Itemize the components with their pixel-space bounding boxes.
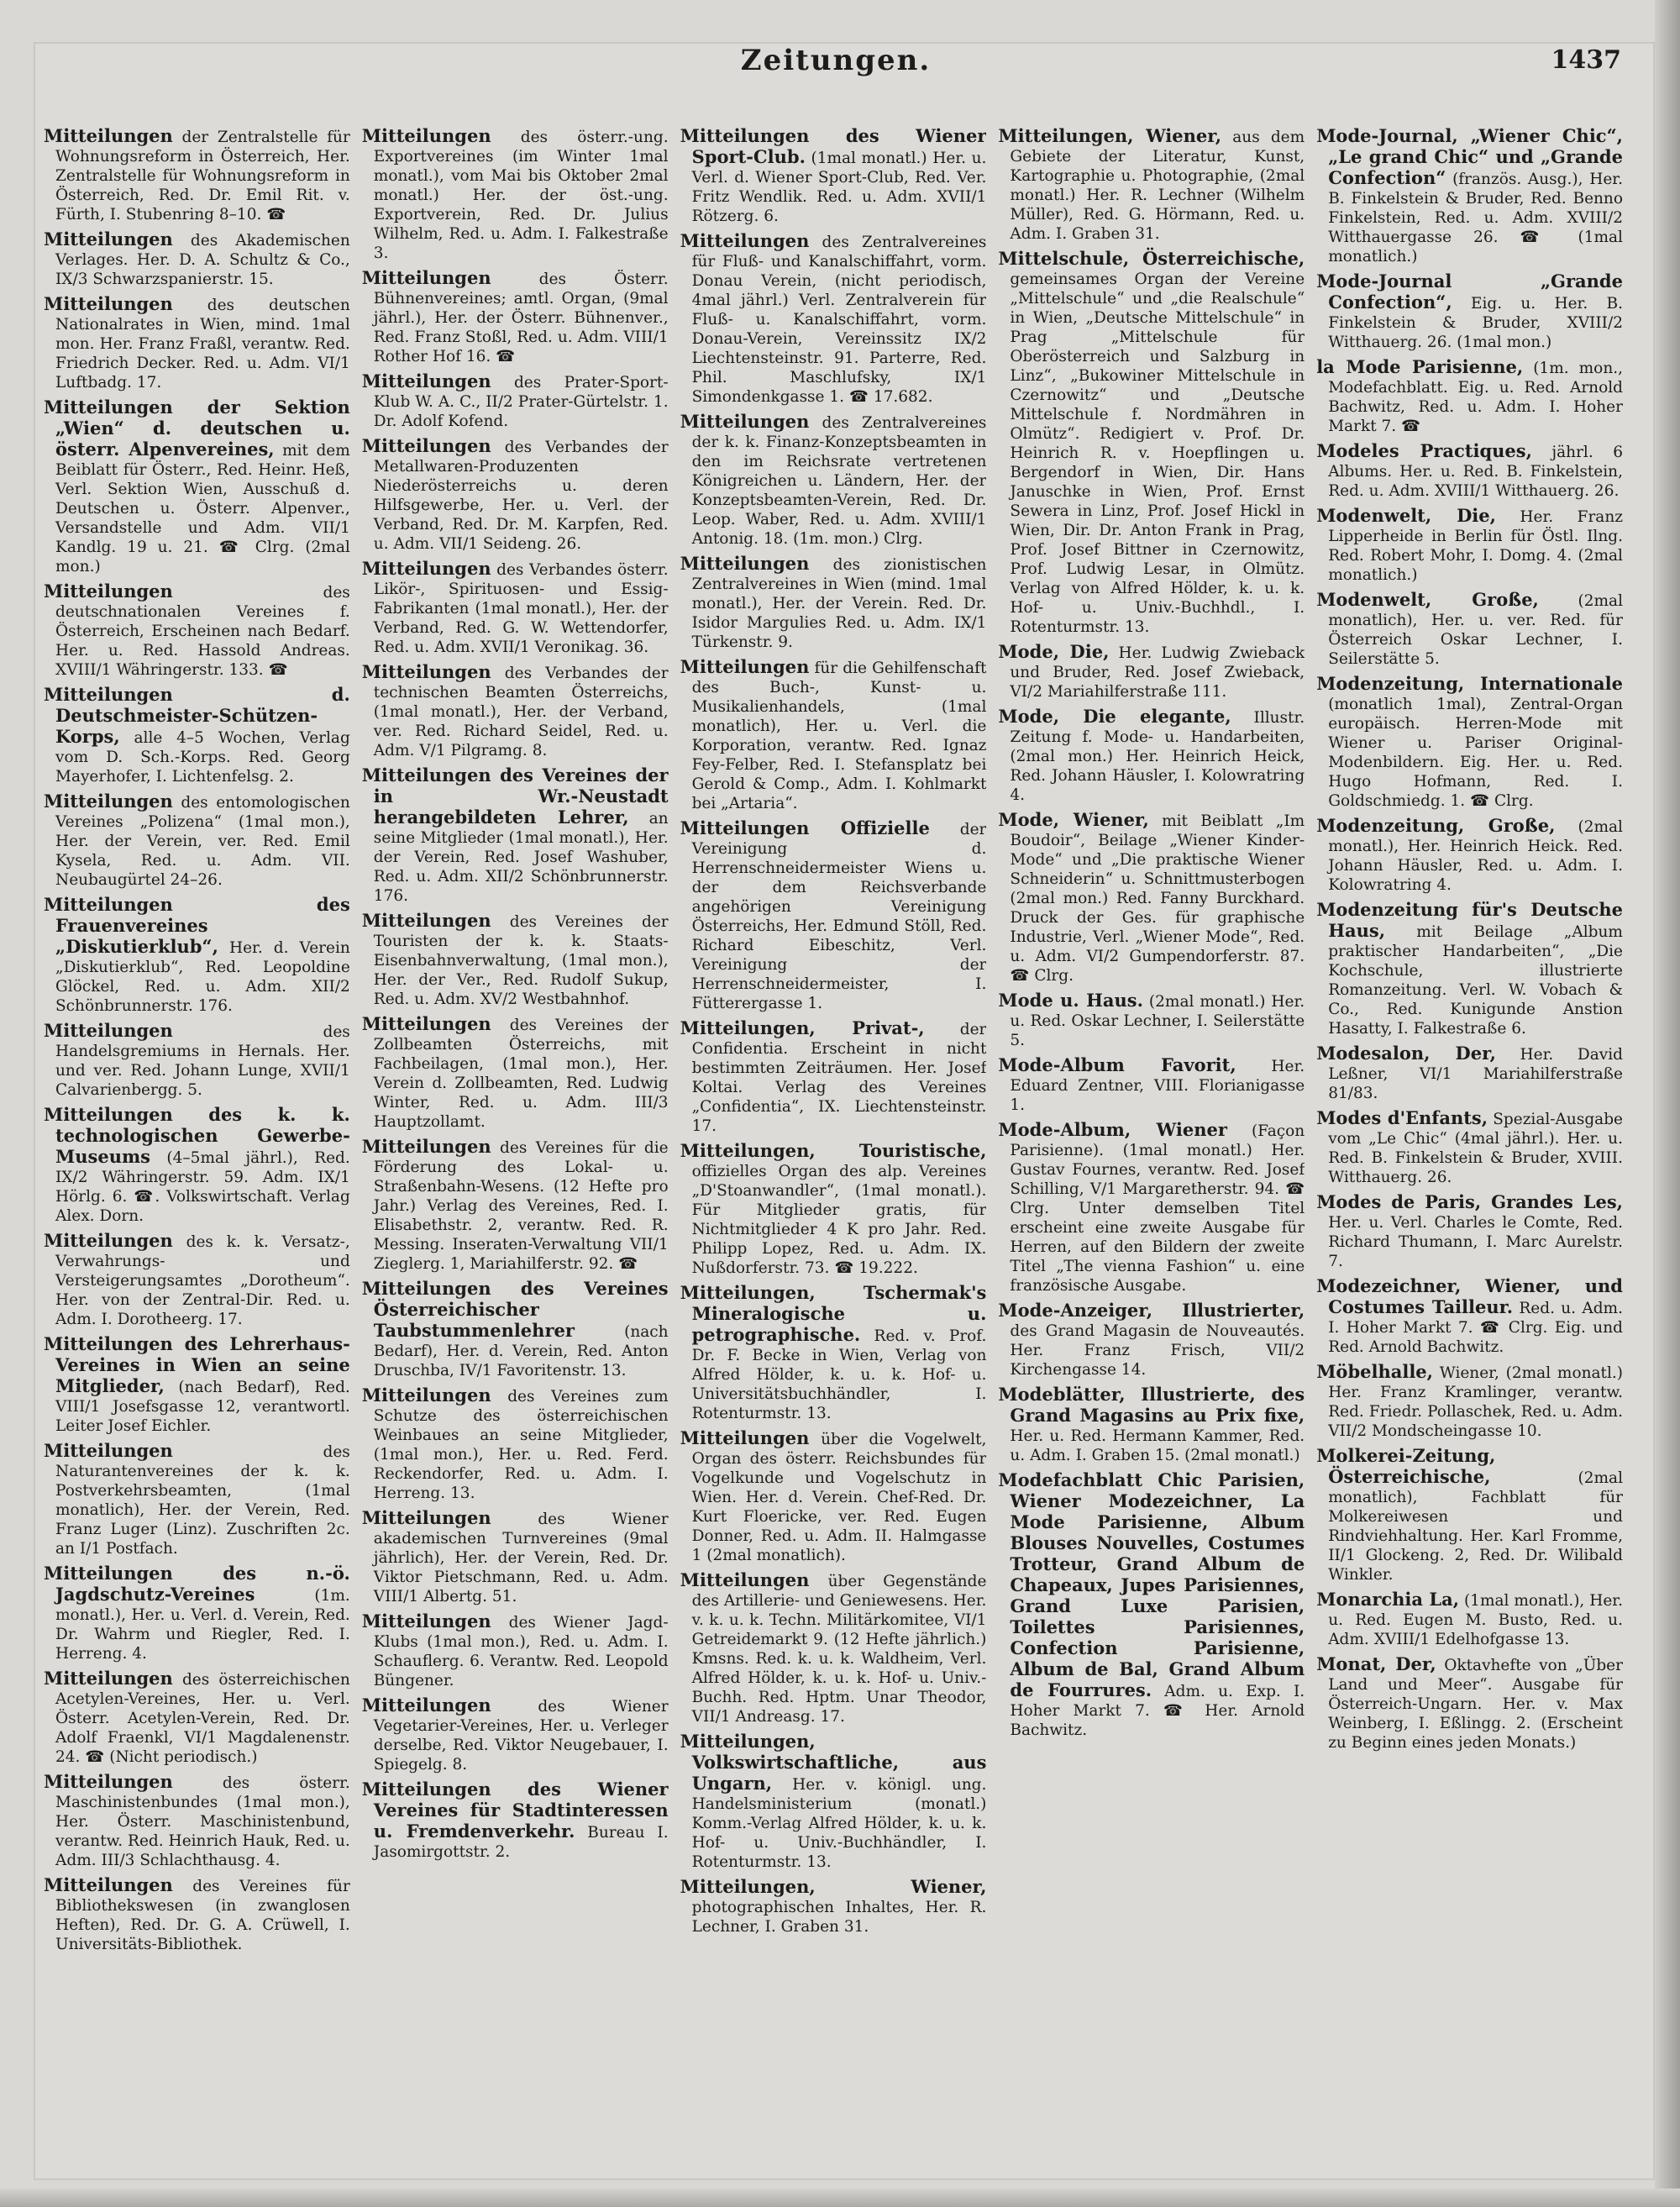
entry-text: Red. v. Prof. Dr. F. Becke in Wien, Verlag von Alfred Hölder, k. u. k. Hof- u. Universitätsbuchhändler, I. Rotenturmstr. 13. bbox=[691, 1327, 987, 1422]
entry-headword: Mitteilungen bbox=[361, 370, 491, 391]
entry-headword: Mode-Journal, „Wiener Chic“, „Le grand Chic“ und „Grande Confection“ bbox=[1316, 126, 1623, 188]
directory-entry bbox=[1316, 1654, 1623, 1752]
entry-headword: Mitteilungen, Volkswirtschaftliche, aus Ungarn, bbox=[680, 1731, 987, 1794]
directory-entry bbox=[362, 371, 669, 431]
directory-column bbox=[680, 126, 987, 2159]
directory-entry bbox=[362, 1279, 669, 1380]
entry-headword: Modesalon, Der, bbox=[1316, 1043, 1496, 1064]
page-header bbox=[50, 44, 1621, 94]
entry-headword: Modenzeitung, Große, bbox=[1316, 815, 1556, 836]
entry-headword: Mitteilungen bbox=[44, 791, 173, 812]
directory-entry bbox=[44, 1875, 350, 1954]
entry-headword: Mitteilungen bbox=[361, 1507, 491, 1528]
directory-entry bbox=[680, 818, 987, 1013]
entry-headword: Mitteilungen, Wiener, bbox=[680, 1876, 987, 1897]
entry-headword: Mode u. Haus. bbox=[998, 990, 1143, 1011]
entry-text: des Vereines für die Förderung des Lokal- u. Straßenbahn-Wesens. (12 Hefte pro Jahr.) Verlag des Vereines, Red. I. Elisabethstr. 2, verantw. Red. R. Messing. Inseraten-Verwaltung VII/1 Zieglerg. 1, Mariahilferstr. 92. ☎ bbox=[373, 1139, 669, 1273]
entry-text: (nach Bedarf), Her. d. Verein, Red. Anton Druschba, IV/1 Favoritenstr. 13. bbox=[373, 1323, 669, 1379]
page-bottom-shadow bbox=[0, 2189, 1680, 2207]
directory-entry bbox=[680, 1283, 987, 1423]
directory-entry bbox=[1316, 1276, 1623, 1357]
directory-entry bbox=[362, 1137, 669, 1274]
directory-entry bbox=[1316, 1590, 1623, 1649]
entry-headword: Mitteilungen bbox=[361, 1385, 491, 1406]
directory-entry bbox=[1316, 126, 1623, 266]
entry-text: (Façon Parisienne). (1mal monatl.) Her. Gustav Fournes, verantw. Red. Josef Schilling, V/1 Margaretherstr. 94. ☎ Clrg. Unter demselben Titel erscheint eine zweite Ausgabe für Herren, auf den Bildern der zweite Titel „The vienna Fashion“ u. eine französische Ausgabe. bbox=[1010, 1122, 1305, 1295]
entry-headword: Mitteilungen bbox=[44, 293, 173, 314]
page-number: 1437 bbox=[1551, 45, 1621, 75]
entry-text: (2mal monatlich), Fachblatt für Molkereiwesen und Rindviehhaltung. Her. Karl Fromme, II/1 Glockeng. 2, Red. Dr. Wilibald Winkler. bbox=[1328, 1469, 1623, 1584]
entry-text: des Vereines für Bibliothekswesen (in zwanglosen Heften), Red. Dr. G. A. Crüwell, I. Universitäts-Bibliothek. bbox=[55, 1878, 350, 1953]
directory-entry bbox=[362, 1014, 669, 1132]
entry-text: des deutschnationalen Vereines f. Österreich, Erscheinen nach Bedarf. Her. u. Red. Hassold Andreas. XVIII/1 Währingerstr. 133. ☎ bbox=[55, 584, 350, 679]
entry-headword: Mitteilungen bbox=[44, 1230, 173, 1251]
entry-text: Red. u. Adm. I. Hoher Markt 7. ☎ Clrg. Eig. und Red. Arnold Bachwitz. bbox=[1328, 1300, 1623, 1356]
directory-entry bbox=[998, 249, 1305, 637]
entry-text: Her. v. königl. ung. Handelsministerium (monatl.) Komm.-Verlag Alfred Hölder, k. u. k. Hof- u. Univ.-Buchhändler, I. Rotenturmstr. 13. bbox=[691, 1776, 987, 1871]
entry-headword: Modes d'Enfants, bbox=[1316, 1107, 1488, 1128]
directory-entry bbox=[1316, 1362, 1623, 1441]
entry-headword: Mitteilungen, Wiener, bbox=[998, 126, 1222, 146]
entry-text: des Verbandes österr. Likör-, Spirituosen- und Essig-Fabrikanten (1mal monatl.), Her. der Verband, Red. G. W. Wettendorfer, Red. u. Adm. XVII/1 Veronikag. 36. bbox=[373, 561, 669, 656]
page-title: Zeitungen. bbox=[740, 44, 932, 77]
entry-headword: Modenwelt, Große, bbox=[1316, 589, 1539, 610]
directory-entry bbox=[1316, 506, 1623, 585]
directory-entry bbox=[998, 1385, 1305, 1465]
entry-headword: Mitteilungen bbox=[361, 661, 491, 682]
entry-text: für die Gehilfenschaft des Buch-, Kunst- u. Musikalienhandels, (1mal monatlich), Her. u. Verl. die Korporation, verantw. Red. Ignaz Fey-Felber, Red. I. Stefansplatz bei Gerold & Comp., Adm. I. Kohlmarkt bei „Artaria“. bbox=[691, 659, 987, 812]
entry-headword: Mitteilungen bbox=[680, 553, 810, 574]
entry-text: Illustr. Zeitung f. Mode- u. Handarbeiten, (2mal mon.) Her. Heinrich Heick, Red. Johann Häusler, I. Kolowratring 4. bbox=[1010, 709, 1305, 804]
entry-headword: Mitteilungen des n.-ö. Jagdschutz-Vereines bbox=[44, 1563, 350, 1605]
entry-headword: Mitteilungen bbox=[361, 267, 491, 288]
directory-column bbox=[44, 126, 350, 2159]
entry-headword: Modefachblatt Chic Parisien, Wiener Modezeichner, La Mode Parisienne, Album Blouses Nouvelles, Costumes Trotteur, Grand Album de Chapeaux, Jupes Parisiennes, Grand Luxe Parisien, Toilettes Parisiennes, Confection Parisienne, Album de Bal, Grand Album de Fourrures. bbox=[998, 1469, 1305, 1700]
entry-headword: Mitteilungen des Lehrerhaus-Vereines in Wien an seine Mitglieder, bbox=[44, 1333, 350, 1396]
entry-text: aus dem Gebiete der Literatur, Kunst, Kartographie u. Photographie, (2mal monatl.) Her. R. Lechner (Wilhelm Müller), Red. G. Hörmann, Red. u. Adm. I. Graben 31. bbox=[1010, 129, 1305, 243]
directory-entry bbox=[44, 1231, 350, 1329]
directory-entry bbox=[680, 657, 987, 813]
directory-entry bbox=[362, 662, 669, 760]
directory-entry bbox=[362, 1385, 669, 1503]
entry-text: Bureau I. Jasomirgottstr. 2. bbox=[373, 1824, 669, 1861]
entry-text: des österr.-ung. Exportvereines (im Winter 1mal monatl.), vom Mai bis Oktober 2mal monatl.) Her. der öst.-ung. Exportverein, Red. Dr. Julius Wilhelm, Red. u. Adm. I. Falkestraße 3. bbox=[373, 129, 669, 262]
directory-entry bbox=[1316, 900, 1623, 1038]
entry-headword: Mode, Die, bbox=[998, 641, 1110, 662]
directory-column bbox=[1316, 126, 1623, 2159]
entry-text: an seine Mitglieder (1mal monatl.), Her. der Verein, Red. Josef Washuber, Red. u. Adm. XII/2 Schönbrunnerstr. 176. bbox=[373, 810, 669, 905]
entry-text: alle 4–5 Wochen, Verlag vom D. Sch.-Korps. Red. Georg Mayerhofer, I. Lichtenfelsg. 2. bbox=[55, 729, 350, 786]
entry-headword: Mitteilungen bbox=[44, 229, 173, 250]
entry-text: (1m. mon., Modefachblatt. Eig. u. Red. Arnold Bachwitz, Red. u. Adm. I. Hoher Markt 7. ☎ bbox=[1328, 360, 1623, 435]
directory-entry bbox=[998, 1301, 1305, 1379]
entry-text: des Zentralvereines für Fluß- und Kanalschiffahrt, vorm. Donau Verein, (nicht periodisch, 4mal jährl.) Verl. Zentralverein für Fluß- u. Kanalschiffahrt, vorm. Donau-Verein, Vereinssitz IX/2 Liechtensteinstr. 91. Parterre, Red. Phil. Maschlufsky, IX/1 Simondenkgasse 1. ☎ 17.682. bbox=[691, 234, 987, 406]
directory-entry bbox=[998, 126, 1305, 244]
directory-entry bbox=[44, 229, 350, 289]
entry-text: (2mal monatl.) Her. u. Red. Oskar Lechner, I. Seilerstätte 5. bbox=[1010, 993, 1305, 1049]
entry-text: der Confidentia. Erscheint in nicht bestimmten Zeiträumen. Her. Josef Koltai. Verlag des Vereines „Confidentia“, IX. Liechtensteinstr. 17. bbox=[691, 1021, 987, 1135]
entry-text: mit Beilage „Album praktischer Handarbeiten“, „Die Kochschule, illustrierte Romanzeitung. Verl. W. Vobach & Co., Red. Kunigunde Anstion Hasatty, I. Falkestraße 6. bbox=[1328, 923, 1623, 1038]
entry-headword: Mitteilungen bbox=[680, 656, 810, 677]
directory-entry bbox=[44, 1021, 350, 1100]
directory-entry bbox=[362, 268, 669, 366]
entry-text: offizielles Organ des alp. Vereines „D'Stoanwandler“, (1mal monatl.). Für Mitglieder gratis, für Nichtmitglieder 4 K pro Jahr. Red. Philipp Lopez, Red. u. Adm. IX. Nußdorferstr. 73. ☎ 19.222. bbox=[691, 1163, 987, 1277]
entry-headword: Mitteilungen des Wiener Sport-Club. bbox=[680, 126, 987, 167]
directory-entry bbox=[1316, 271, 1623, 352]
directory-entry bbox=[680, 554, 987, 652]
directory-entry bbox=[1316, 357, 1623, 436]
directory-entry bbox=[1316, 1043, 1623, 1103]
directory-entry bbox=[680, 1570, 987, 1726]
entry-headword: Mode-Anzeiger, Illustrierter, bbox=[998, 1300, 1305, 1321]
directory-entry bbox=[44, 1563, 350, 1663]
entry-text: (2mal monatlich), Her. u. ver. Red. für Österreich Oskar Lechner, I. Seilerstätte 5. bbox=[1328, 592, 1623, 668]
entry-text: Her. u. Verl. Charles le Comte, Red. Richard Thumann, I. Marc Aurelstr. 7. bbox=[1328, 1214, 1623, 1270]
entry-text: der Zentralstelle für Wohnungsreform in Österreich, Her. Zentralstelle für Wohnungsreform in Österreich, Red. Dr. Emil Rit. v. Fürth, I. Stubenring 8–10. ☎ bbox=[55, 129, 350, 223]
entry-headword: Mitteilungen des Frauenvereines „Diskutierklub“, bbox=[44, 894, 350, 957]
entry-text: Her. Ludwig Zwieback und Bruder, Red. Josef Zwieback, VI/2 Mariahilferstraße 111. bbox=[1010, 644, 1305, 701]
entry-headword: Mitteilungen bbox=[44, 1440, 173, 1461]
directory-columns bbox=[44, 126, 1623, 2159]
entry-headword: Mitteilungen bbox=[361, 1695, 491, 1716]
entry-text: des österr. Maschinistenbundes (1mal mon.), Her. Österr. Maschinistenbund, verantw. Red. Heinrich Hauk, Red. u. Adm. III/3 Schlachthausg. 4. bbox=[55, 1774, 350, 1869]
entry-text: des Wiener akademischen Turnvereines (9mal jährlich), Her. der Verein, Red. Dr. Viktor Pietschmann, Red. u. Adm. VIII/1 Albertg. 51. bbox=[373, 1511, 669, 1605]
entry-headword: Mitteilungen bbox=[680, 1569, 810, 1590]
entry-text: Oktavhefte von „Über Land und Meer“. Ausgabe für Österreich-Ungarn. Her. v. Max Weinberg, I. Eßlingg. 2. (Erscheint zu Beginn eines jeden Monats.) bbox=[1328, 1657, 1623, 1752]
entry-text: des Österr. Bühnenvereines; amtl. Organ, (9mal jährl.), Her. der Österr. Bühnenver., Red. Franz Stoßl, Red. u. Adm. VIII/1 Rother Hof 16. ☎ bbox=[373, 271, 669, 365]
entry-headword: Mitteilungen bbox=[44, 581, 173, 602]
entry-headword: Mitteilungen bbox=[361, 1136, 491, 1157]
entry-text: gemeinsames Organ der Vereine „Mittelschule“ und „die Realschule“ in Wien, „Deutsche Mittelschule“ in Prag „Mittelschule für Oberösterreich und Salzburg in Linz“, „Bukowiner Mittelschule in Czernowitz“ und „Deutsche Mittelschule f. Nordmähren in Olmütz“. Redigiert v. Prof. Dr. Heinrich R. v. Hoepflingen u. Bergendorf in Wien, Dir. Hans Januschke in Wien, Prof. Ernst Sewera in Linz, Prof. Josef Hickl in Wien, Dir. Dr. Anton Frank in Prag, Prof. Josef Bittner in Czernowitz, Prof. Ludwig Lesar, in Olmütz. Verlag von Alfred Hölder, k. u. k. Hof- u. Univ.-Buchhdl., I. Rotenturmstr. 13. bbox=[1010, 271, 1305, 636]
directory-entry bbox=[44, 791, 350, 890]
entry-headword: Mitteilungen bbox=[361, 910, 491, 931]
directory-entry bbox=[1316, 441, 1623, 501]
entry-headword: Modenzeitung für's Deutsche Haus, bbox=[1316, 899, 1623, 941]
entry-headword: Mitteilungen bbox=[361, 558, 491, 579]
entry-headword: Modenwelt, Die, bbox=[1316, 505, 1496, 526]
directory-entry bbox=[44, 294, 350, 392]
entry-headword: Mitteilungen bbox=[361, 435, 491, 456]
directory-entry bbox=[680, 1141, 987, 1278]
directory-entry bbox=[44, 581, 350, 680]
entry-headword: Mitteilungen bbox=[361, 1611, 491, 1632]
directory-entry bbox=[680, 231, 987, 407]
directory-entry bbox=[44, 1772, 350, 1870]
directory-entry bbox=[680, 1731, 987, 1872]
directory-entry bbox=[44, 685, 350, 786]
entry-text: (2mal monatl.), Her. Heinrich Heick. Red. Johann Häusler, Red. u. Adm. I. Kolowratring 4. bbox=[1328, 818, 1623, 894]
directory-entry bbox=[998, 1055, 1305, 1115]
entry-headword: Mode, Die elegante, bbox=[998, 706, 1231, 727]
entry-text: Spezial-Ausgabe vom „Le Chic“ (4mal jährl.). Her. u. Red. B. Finkelstein & Bruder, XVIII. Witthauerg. 26. bbox=[1328, 1111, 1623, 1186]
entry-text: Eig. u. Her. B. Finkelstein & Bruder, XVIII/2 Witthauerg. 26. (1mal mon.) bbox=[1328, 295, 1623, 351]
entry-text: mit dem Beiblatt für Österr., Red. Heinr. Heß, Verl. Sektion Wien, Ausschuß d. Deutschen u. Österr. Alpenver., Versandstelle und Adm. VII/1 Kandlg. 19 u. 21. ☎ Clrg. (2mal mon.) bbox=[55, 442, 350, 575]
entry-text: des Wiener Vegetarier-Vereines, Her. u. Verleger derselbe, Red. Viktor Neugebauer, I. Spiegelg. 8. bbox=[373, 1698, 669, 1773]
directory-entry bbox=[362, 1779, 669, 1862]
entry-text: des deutschen Nationalrates in Wien, mind. 1mal mon. Her. Franz Fraßl, verantw. Red. Friedrich Decker. Red. u. Adm. VI/1 Luftbadg. 17. bbox=[55, 297, 350, 391]
directory-entry bbox=[44, 126, 350, 224]
entry-text: des Vereines der Zollbeamten Österreichs, mit Fachbeilagen, (1mal mon.), Her. Verein d. Zollbeamten, Red. Ludwig Winter, Red. u. Adm. III/3 Hauptzollamt. bbox=[373, 1017, 669, 1131]
directory-entry bbox=[1316, 1446, 1623, 1584]
entry-text: des Vereines der Touristen der k. k. Staats-Eisenbahnverwaltung, (1mal mon.), Her. der Ver., Red. Rudolf Sukup, Red. u. Adm. XV/2 Westbahnhof. bbox=[373, 913, 669, 1008]
directory-entry bbox=[998, 1120, 1305, 1295]
entry-text: über Gegenstände des Artillerie- und Geniewesens. Her. v. k. u. k. Techn. Militärkomitee, VI/1 Getreidemarkt 9. (12 Hefte jährlich.) Kmsns. Red. k. u. k. Waldheim, Verl. Alfred Hölder, k. u. k. Hof- u. Univ.-Buchh. Red. Hptm. Unar Theodor, VII/1 Andreasg. 17. bbox=[691, 1573, 987, 1726]
entry-headword: Mitteilungen bbox=[361, 126, 491, 146]
directory-entry bbox=[998, 810, 1305, 985]
entry-text: (nach Bedarf), Red. VIII/1 Josefsgasse 12, verantwortl. Leiter Josef Eichler. bbox=[55, 1379, 350, 1435]
directory-entry bbox=[998, 642, 1305, 702]
entry-headword: Mode-Album Favorit, bbox=[998, 1054, 1236, 1075]
entry-text: des Wiener Jagd-Klubs (1mal mon.), Red. u. Adm. I. Schauflerg. 6. Verantw. Red. Leopold Büngener. bbox=[373, 1614, 669, 1689]
directory-entry bbox=[680, 1018, 987, 1136]
entry-text: des Akademischen Verlages. Her. D. A. Schultz & Co., IX/3 Schwarzspanierstr. 15. bbox=[55, 232, 350, 288]
entry-headword: Monat, Der, bbox=[1316, 1653, 1436, 1674]
entry-headword: Mitteilungen bbox=[680, 411, 810, 432]
page-edge-shadow bbox=[1655, 0, 1680, 2207]
entry-headword: Mitteilungen, Touristische, bbox=[680, 1140, 987, 1161]
entry-headword: Mitteilungen bbox=[44, 126, 173, 146]
entry-headword: Mode, Wiener, bbox=[998, 809, 1149, 830]
entry-headword: Molkerei-Zeitung, Österreichische, bbox=[1316, 1445, 1496, 1487]
directory-entry bbox=[1316, 1192, 1623, 1271]
directory-entry bbox=[998, 707, 1305, 805]
entry-headword: Modeles Practiques, bbox=[1316, 440, 1532, 461]
entry-text: über die Vogelwelt, Organ des österr. Reichsbundes für Vogelkunde und Vogelschutz in Wien. Her. d. Verein. Chef-Red. Dr. Kurt Floericke, ver. Red. Eugen Donner, Red. u. Adm. II. Halmgasse 1 (2mal monatlich). bbox=[691, 1431, 987, 1564]
directory-entry bbox=[362, 559, 669, 657]
entry-text: des Vereines zum Schutze des österreichischen Weinbaues an seine Mitglieder, (1mal mon.), Her. u. Red. Ferd. Reckendorfer, Red. u. Adm. I. Herreng. 13. bbox=[373, 1388, 669, 1502]
entry-headword: Modenzeitung, Internationale bbox=[1316, 673, 1623, 694]
directory-entry bbox=[1316, 590, 1623, 669]
entry-text: der Vereinigung d. Herrenschneidermeister Wiens u. der dem Reichsverbande angehörigen Vereinigung Österreichs, Her. Edmund Stöll, Red. Richard Eibeschitz, Verl. Vereinigung der Herrenschneidermeister, I. Fütterergasse 1. bbox=[691, 821, 987, 1012]
entry-headword: Modezeichner, Wiener, und Costumes Tailleur. bbox=[1316, 1275, 1623, 1317]
directory-entry bbox=[362, 765, 669, 906]
directory-entry bbox=[362, 1695, 669, 1774]
entry-headword: Monarchia La, bbox=[1316, 1589, 1460, 1610]
entry-headword: Modes de Paris, Grandes Les, bbox=[1316, 1191, 1623, 1212]
entry-text: des Verbandes der technischen Beamten Österreichs, (1mal monatl.), Her. der Verband, ver. Red. Richard Seidel, Red. u. Adm. V/1 Pilgramg. 8. bbox=[373, 665, 669, 759]
entry-text: des Handelsgremiums in Hernals. Her. und ver. Red. Johann Lunge, XVII/1 Calvarienbergg. 5. bbox=[55, 1023, 350, 1099]
entry-text: des österreichischen Acetylen-Vereines, Her. u. Verl. Österr. Acetylen-Verein, Red. Dr. Adolf Fraenkl, VI/1 Magdalenenstr. 24. ☎ (Nicht periodisch.) bbox=[55, 1671, 350, 1766]
entry-headword: Mitteilungen d. Deutschmeister-Schützen-Korps, bbox=[44, 684, 350, 747]
directory-entry bbox=[680, 1877, 987, 1936]
entry-headword: Mitteilungen bbox=[680, 230, 810, 251]
entry-headword: Mitteilungen des Vereines der in Wr.-Neustadt herangebildeten Lehrer, bbox=[361, 765, 669, 828]
directory-column bbox=[998, 126, 1305, 2159]
entry-text: des k. k. Versatz-, Verwahrungs- und Versteigerungsamtes „Dorotheum“. Her. von der Zentral-Dir. Red. u. Adm. I. Dorotheerg. 17. bbox=[55, 1233, 350, 1328]
directory-entry bbox=[44, 1334, 350, 1436]
entry-headword: Mitteilungen des Wiener Vereines für Stadtinteressen u. Fremdenverkehr. bbox=[361, 1779, 669, 1842]
entry-text: (1mal monatl.), Her. u. Red. Eugen M. Busto, Red. u. Adm. XVIII/1 Edelhofgasse 13. bbox=[1328, 1592, 1623, 1648]
directory-entry bbox=[1316, 674, 1623, 811]
directory-entry bbox=[44, 397, 350, 576]
entry-text: (französ. Ausg.), Her. B. Finkelstein & Bruder, Red. Benno Finkelstein, Red. u. Adm. XVIII/2 Witthauergasse 26. ☎ (1mal monatlich.) bbox=[1328, 171, 1623, 265]
directory-entry bbox=[362, 436, 669, 554]
directory-entry bbox=[680, 1428, 987, 1565]
entry-headword: Mitteilungen bbox=[361, 1013, 491, 1034]
entry-headword: Mitteilungen bbox=[44, 1668, 173, 1689]
entry-text: (4–5mal jährl.), Red. IX/2 Währingerstr. 59. Adm. IX/1 Hörlg. 6. ☎. Volkswirtschaft. Verlag Alex. Dorn. bbox=[55, 1149, 350, 1225]
directory-entry bbox=[362, 911, 669, 1009]
directory-column bbox=[362, 126, 669, 2159]
directory-entry bbox=[680, 412, 987, 549]
entry-text: Wiener, (2mal monatl.) Her. Franz Kramlinger, verantw. Red. Friedr. Pollaschek, Red. u. Adm. VII/2 Mondscheingasse 10. bbox=[1328, 1364, 1623, 1440]
directory-entry bbox=[998, 1470, 1305, 1740]
directory-entry bbox=[362, 126, 669, 263]
entry-headword: Modeblätter, Illustrierte, des Grand Magasins au Prix fixe, bbox=[998, 1384, 1305, 1426]
entry-text: des entomologischen Vereines „Polizena“ (1mal mon.), Her. der Verein, ver. Red. Emil Kysela, Red. u. Adm. VII. Neubaugürtel 24–26. bbox=[55, 794, 350, 889]
entry-text: Her. Eduard Zentner, VIII. Florianigasse 1. bbox=[1010, 1058, 1305, 1114]
entry-headword: Mitteilungen bbox=[44, 1020, 173, 1041]
entry-text: des Naturantenvereines der k. k. Postverkehrsbeamten, (1mal monatlich), Her. der Verein, Red. Franz Luger (Linz). Zuschriften 2c. an I/1 Postfach. bbox=[55, 1443, 350, 1558]
entry-text: Her. u. Red. Hermann Kammer, Red. u. Adm. I. Graben 15. (2mal monatl.) bbox=[1010, 1427, 1305, 1464]
directory-entry bbox=[44, 1668, 350, 1767]
directory-entry bbox=[44, 1105, 350, 1226]
entry-text: des Verbandes der Metallwaren-Produzenten Niederösterreichs u. deren Hilfsgewerbe, Her. u. Verl. der Verband, Red. Dr. M. Karpfen, Red. u. Adm. VII/1 Seideng. 26. bbox=[373, 439, 669, 553]
entry-headword: Mode-Journal „Grande Confection“, bbox=[1316, 271, 1623, 313]
entry-text: des Grand Magasin de Nouveautés. Her. Franz Frisch, VII/2 Kirchengasse 14. bbox=[1010, 1322, 1305, 1379]
directory-entry bbox=[680, 126, 987, 226]
entry-text: Her. Franz Lipperheide in Berlin für Östl. Ilng. Red. Robert Mohr, I. Domg. 4. (2mal monatlich.) bbox=[1328, 508, 1623, 584]
entry-headword: la Mode Parisienne, bbox=[1316, 356, 1524, 377]
entry-headword: Mitteilungen, Tschermak's Mineralogische u. petrographische. bbox=[680, 1282, 987, 1345]
directory-entry bbox=[362, 1508, 669, 1606]
entry-text: (monatlich 1mal), Zentral-Organ europäisch. Herren-Mode mit Wiener u. Pariser Original-Modenbildern. Eig. Her. u. Red. Hugo Hofmann, Red. I. Goldschmiedg. 1. ☎ Clrg. bbox=[1328, 696, 1623, 810]
entry-text: des Prater-Sport-Klub W. A. C., II/2 Prater-Gürtelstr. 1. Dr. Adolf Kofend. bbox=[373, 374, 669, 430]
entry-text: des Zentralvereines der k. k. Finanz-Konzeptsbeamten in den im Reichsrate vertretenen Königreichen u. Ländern, Her. der Konzeptsbeamten-Verein, Red. Dr. Leop. Waber, Red. u. Adm. XVIII/1 Antonig. 18. (1m. mon.) Clrg. bbox=[691, 414, 987, 548]
entry-headword: Mode-Album, Wiener bbox=[998, 1119, 1227, 1140]
entry-headword: Mitteilungen, Privat-, bbox=[680, 1017, 925, 1038]
entry-text: (1mal monatl.) Her. u. Verl. d. Wiener Sport-Club, Red. Ver. Fritz Wendlik. Red. u. Adm. XVII/1 Rötzerg. 6. bbox=[691, 150, 987, 225]
entry-headword: Mitteilungen des k. k. technologischen Gewerbe-Museums bbox=[44, 1104, 350, 1167]
entry-text: mit Beiblatt „Im Boudoir“, Beilage „Wiener Kinder-Mode“ und „Die praktische Wiener Schneiderin“ u. Schnittmusterbogen (2mal mon.) Red. Fanny Burckhard. Druck der Ges. für graphische Industrie, Verl. „Wiener Mode“, Red. u. Adm. VI/2 Gumpendorferstr. 87. ☎ Clrg. bbox=[1010, 812, 1305, 985]
entry-headword: Mitteilungen des Vereines Österreichischer Taubstummenlehrer bbox=[361, 1278, 669, 1341]
directory-entry bbox=[44, 1441, 350, 1558]
entry-headword: Mitteilungen bbox=[680, 1427, 810, 1448]
entry-headword: Möbelhalle, bbox=[1316, 1361, 1433, 1382]
entry-text: Her. David Leßner, VI/1 Mariahilferstraße 81/83. bbox=[1328, 1046, 1623, 1102]
entry-headword: Mitteilungen der Sektion „Wien“ d. deutschen u. österr. Alpenvereines, bbox=[44, 397, 350, 460]
entry-text: des zionistischen Zentralvereines in Wien (mind. 1mal monatl.), Her. der Verein. Red. Dr. Isidor Margulies Red. u. Adm. IX/1 Türkenstr. 9. bbox=[691, 556, 987, 651]
directory-entry bbox=[44, 895, 350, 1016]
directory-entry bbox=[1316, 816, 1623, 895]
directory-entry bbox=[998, 991, 1305, 1050]
directory-entry bbox=[362, 1611, 669, 1690]
entry-text: Her. d. Verein „Diskutierklub“, Red. Leopoldine Glöckel, Red. u. Adm. XII/2 Schönbrunnerstr. 176. bbox=[55, 939, 350, 1015]
entry-headword: Mitteilungen bbox=[44, 1874, 173, 1895]
entry-text: photographischen Inhaltes, Her. R. Lechner, I. Graben 31. bbox=[691, 1899, 987, 1936]
entry-text: (1m. monatl.), Her. u. Verl. d. Verein, Red. Dr. Wahrm und Riegler, Red. I. Herreng. 4. bbox=[55, 1587, 350, 1663]
entry-headword: Mitteilungen Offizielle bbox=[680, 817, 930, 838]
entry-text: Adm. u. Exp. I. Hoher Markt 7. ☎ Her. Arnold Bachwitz. bbox=[1010, 1683, 1305, 1739]
directory-entry bbox=[1316, 1108, 1623, 1187]
entry-text: jährl. 6 Albums. Her. u. Red. B. Finkelstein, Red. u. Adm. XVIII/1 Witthauerg. 26. bbox=[1328, 444, 1623, 500]
entry-headword: Mittelschule, Österreichische, bbox=[998, 248, 1305, 269]
entry-headword: Mitteilungen bbox=[44, 1771, 173, 1792]
